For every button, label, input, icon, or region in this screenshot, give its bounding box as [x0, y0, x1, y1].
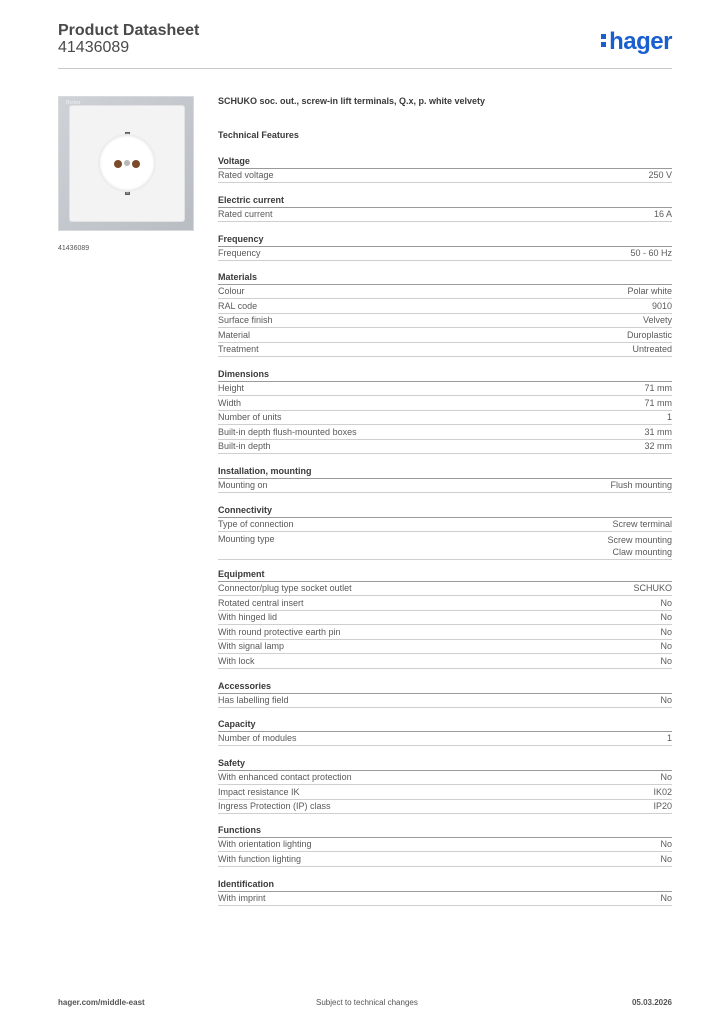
section-title: Capacity: [218, 718, 672, 731]
spec-value: 32 mm: [644, 441, 672, 452]
spec-row: [218, 247, 672, 261]
spec-value: 1: [666, 733, 672, 743]
spec-label: Treatment: [218, 344, 259, 355]
spec-label: With orientation lighting: [218, 839, 312, 849]
spec-value: No: [660, 641, 672, 652]
spec-row: [218, 611, 672, 625]
spec-value: IP20: [653, 801, 672, 812]
section-title: Installation, mounting: [218, 465, 672, 478]
spec-label: Built-in depth: [218, 441, 271, 452]
spec-label: Frequency: [218, 248, 261, 258]
spec-row: [218, 853, 672, 867]
spec-row: [218, 300, 672, 314]
spec-value: Velvety: [642, 315, 672, 326]
spec-value: 31 mm: [644, 426, 672, 437]
spec-value: No: [660, 612, 672, 623]
spec-value: 16 A: [653, 209, 672, 219]
spec-label: RAL code: [218, 300, 258, 311]
section-title: Safety: [218, 757, 672, 770]
logo-dots-icon: [601, 33, 607, 49]
section-title: Identification: [218, 878, 672, 891]
spec-value: 50 - 60 Hz: [630, 248, 672, 258]
spec-value-line: Screw mounting: [607, 534, 672, 545]
spec-label: With enhanced contact protection: [218, 772, 352, 782]
spec-value: 1: [666, 412, 672, 423]
spec-value: SCHUKO: [633, 583, 672, 593]
photo-brand-mark: Berker: [66, 100, 81, 106]
features-heading: Technical Features: [218, 130, 299, 140]
spec-row: [218, 208, 672, 222]
image-caption: 41436089: [58, 245, 90, 252]
section-title: Materials: [218, 271, 672, 284]
spec-row: [218, 800, 672, 814]
spec-label: Number of modules: [218, 733, 297, 743]
pin-hole-left: [114, 160, 122, 168]
spec-label: Material: [218, 329, 251, 340]
spec-value-line: Claw mounting: [612, 546, 672, 557]
spec-label: Built-in depth flush-mounted boxes: [218, 426, 357, 437]
spec-row: [218, 426, 672, 440]
section-title: Electric current: [218, 194, 672, 207]
spec-value: No: [660, 853, 672, 864]
spec-label: Surface finish: [218, 315, 273, 326]
spec-row: [218, 343, 672, 357]
logo-text: hager: [609, 28, 672, 55]
spec-value: 250 V: [648, 170, 672, 180]
pin-hole-right: [132, 160, 140, 168]
spec-value: 9010: [651, 300, 672, 311]
spec-label: Impact resistance IK: [218, 786, 300, 797]
product-number: 41436089: [58, 39, 130, 56]
spec-value: No: [660, 626, 672, 637]
spec-row: [218, 440, 672, 454]
spec-row: [218, 892, 672, 906]
spec-label: Colour: [218, 286, 245, 296]
spec-value: Untreated: [632, 344, 672, 355]
spec-label: Mounting type: [218, 533, 275, 544]
spec-label: With round protective earth pin: [218, 626, 341, 637]
section-title: Voltage: [218, 155, 672, 168]
header-divider: [58, 68, 672, 69]
spec-row: [218, 533, 672, 560]
section-title: Accessories: [218, 680, 672, 693]
spec-label: Number of units: [218, 412, 282, 423]
spec-value: Polar white: [627, 286, 672, 296]
section-title: Connectivity: [218, 504, 672, 517]
spec-value: Screw terminal: [612, 519, 672, 529]
spec-row: [218, 732, 672, 746]
spec-label: Type of connection: [218, 519, 294, 529]
section-title: Functions: [218, 824, 672, 837]
product-description: SCHUKO soc. out., screw-in lift terminals, Q.x, p. white velvety: [218, 96, 486, 106]
page-footer: [58, 998, 672, 1010]
spec-label: Width: [218, 397, 242, 408]
socket-plate: [70, 106, 184, 221]
spec-row: [218, 582, 672, 596]
spec-row: [218, 786, 672, 800]
footer-date: 05.03.2026: [631, 998, 672, 1007]
footer-note: Subject to technical changes: [316, 998, 418, 1007]
spec-label: Rated current: [218, 209, 273, 219]
page-title: Product Datasheet: [58, 22, 200, 39]
spec-row: [218, 597, 672, 611]
spec-value: No: [660, 656, 672, 666]
spec-row: [218, 771, 672, 785]
spec-label: With lock: [218, 656, 255, 666]
spec-row: [218, 397, 672, 411]
spec-row: [218, 655, 672, 669]
spec-label: With function lighting: [218, 853, 302, 864]
spec-label: With imprint: [218, 893, 266, 903]
spec-value: No: [660, 893, 672, 903]
socket-outlet-icon: [99, 135, 155, 191]
spec-row: [218, 169, 672, 183]
spec-row: [218, 838, 672, 852]
page-header: [58, 22, 672, 68]
spec-label: Connector/plug type socket outlet: [218, 583, 352, 593]
spec-label: Rotated central insert: [218, 597, 304, 608]
spec-row: [218, 626, 672, 640]
spec-value: [607, 534, 672, 558]
spec-value: Flush mounting: [610, 480, 672, 490]
spec-row: [218, 285, 672, 299]
spec-row: [218, 518, 672, 532]
spec-value: 71 mm: [644, 383, 672, 393]
spec-row: [218, 479, 672, 493]
spec-row: [218, 314, 672, 328]
spec-label: With hinged lid: [218, 612, 278, 623]
spec-row: [218, 329, 672, 343]
section-title: Dimensions: [218, 368, 672, 381]
spec-label: With signal lamp: [218, 641, 285, 652]
section-title: Frequency: [218, 233, 672, 246]
spec-value: Duroplastic: [626, 329, 672, 340]
spec-value: No: [660, 772, 672, 782]
spec-value: IK02: [653, 786, 672, 797]
spec-row: [218, 382, 672, 396]
spec-value: 71 mm: [644, 397, 672, 408]
socket-center: [124, 160, 130, 166]
hager-logo: [601, 28, 672, 56]
spec-label: Mounting on: [218, 480, 268, 490]
spec-row: [218, 411, 672, 425]
spec-value: No: [660, 839, 672, 849]
spec-label: Rated voltage: [218, 170, 274, 180]
footer-website-link[interactable]: hager.com/middle-east: [58, 998, 145, 1007]
spec-row: [218, 694, 672, 708]
section-title: Equipment: [218, 568, 672, 581]
spec-label: Has labelling field: [218, 695, 289, 705]
spec-label: Ingress Protection (IP) class: [218, 801, 331, 812]
spec-value: No: [660, 695, 672, 705]
spec-value: No: [660, 597, 672, 608]
spec-row: [218, 640, 672, 654]
product-image: [58, 96, 194, 231]
spec-label: Height: [218, 383, 245, 393]
